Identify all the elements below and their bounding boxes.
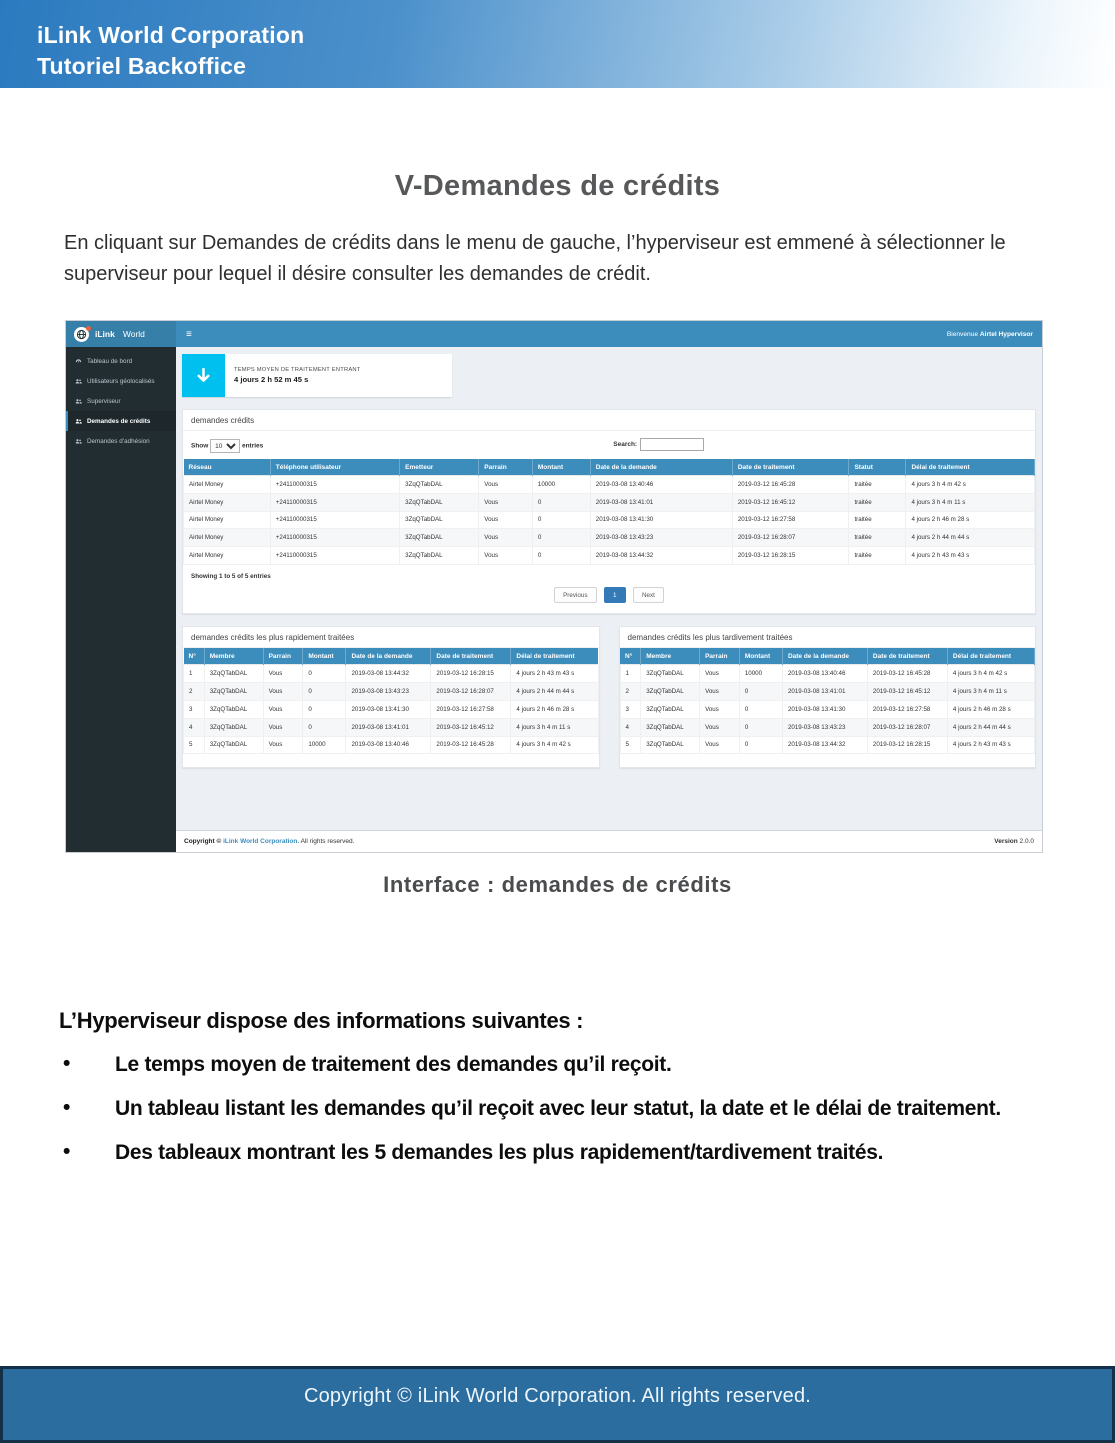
rights-text: All rights reserved. [299,838,355,845]
users-icon [75,418,82,425]
document-header-line2: Tutoriel Backoffice [37,53,247,79]
table-cell: 2019-03-12 16:45:12 [867,683,947,701]
fastest-processed-table [183,648,599,754]
table-cell: 5 [620,736,641,754]
sidebar-item-label: Demandes d’adhésion [87,437,150,445]
table-cell: Vous [700,665,740,683]
table-cell: 2019-03-08 13:43:23 [590,529,732,547]
column-header: Montant [303,648,346,665]
table-cell: traitée [849,493,906,511]
table-controls [183,431,1035,459]
column-header[interactable]: Emetteur [400,459,479,476]
bullet-marker: • [63,1096,71,1119]
logo-dot-icon [86,326,91,331]
table-cell: Vous [479,511,533,529]
table-cell: Vous [479,493,533,511]
table-cell: 4 jours 2 h 43 m 43 s [947,736,1034,754]
copyright-prefix: Copyright © [184,838,224,845]
bullet-text: Des tableaux montrant les 5 demandes les plus rapidement/tardivement traités. [115,1141,884,1164]
showing-entries-text: Showing 1 to 5 of 5 entries [191,572,271,580]
sidebar-item-label: Utilisateurs géolocalisés [87,377,155,385]
table-cell: 2019-03-08 13:40:46 [346,736,431,754]
column-header: Montant [739,648,782,665]
slowest-processed-panel [619,626,1037,768]
entries-select[interactable] [210,439,240,453]
table-cell: 4 jours 2 h 44 m 44 s [906,529,1035,547]
table-cell: 2019-03-08 13:41:01 [782,683,867,701]
sidebar-item-superviseur[interactable] [66,391,176,411]
table-cell: 0 [532,529,590,547]
table-cell: 2019-03-08 13:41:01 [346,718,431,736]
table-cell: 3 [184,700,205,718]
column-header: Date de la demande [782,648,867,665]
table-row [620,683,1035,701]
table-cell: 2019-03-08 13:44:32 [782,736,867,754]
table-cell: 3ZqQTabDAL [641,683,700,701]
welcome-prefix: Bienvenue [946,330,980,338]
table-footer [183,565,1035,614]
bullet-item [59,1051,1069,1079]
table-cell: 3ZqQTabDAL [204,665,263,683]
table-cell: 2019-03-08 13:40:46 [782,665,867,683]
table-cell: 3ZqQTabDAL [641,700,700,718]
column-header: Parrain [700,648,740,665]
stat-label: TEMPS MOYEN DE TRAITEMENT ENTRANT [234,366,361,373]
fastest-processed-panel [182,626,600,768]
table-row [184,718,599,736]
table-row [184,511,1035,529]
backoffice-screenshot [65,320,1043,853]
table-cell: 2019-03-12 16:45:28 [431,736,511,754]
table-row [184,547,1035,565]
table-cell: 2019-03-08 13:43:23 [782,718,867,736]
table-cell: 3ZqQTabDAL [400,511,479,529]
table-cell: Vous [263,665,303,683]
table-cell: traitée [849,529,906,547]
table-cell: 2019-03-08 13:41:30 [346,700,431,718]
table-cell: Vous [700,683,740,701]
table-cell: Vous [479,529,533,547]
table-cell: 2019-03-12 16:28:15 [431,665,511,683]
sidebar-item-label: Superviseur [87,397,121,405]
slowest-panel-title: demandes crédits les plus tardivement traitées [620,627,1036,648]
document-header [0,0,1115,88]
table-cell: 0 [303,683,346,701]
table-cell: 2019-03-12 16:45:12 [431,718,511,736]
slowest-processed-table [620,648,1036,754]
bullet-text: Un tableau listant les demandes qu’il reçoit avec leur statut, la date et le délai de traitement. [115,1097,1001,1120]
hamburger-icon[interactable]: ≡ [186,328,192,340]
column-header: Délai de traitement [511,648,598,665]
credits-table-header-row [184,459,1035,476]
table-row [620,700,1035,718]
table-cell: 0 [532,547,590,565]
welcome-text [947,331,1042,338]
table-cell: Vous [479,476,533,494]
sidebar [66,347,176,852]
column-header: Délai de traitement [947,648,1034,665]
table-cell: 3ZqQTabDAL [204,683,263,701]
table-cell: 2019-03-12 16:27:58 [732,511,849,529]
table-cell: 2019-03-08 13:44:32 [346,665,431,683]
sidebar-item-label: Demandes de crédits [87,417,151,425]
column-header: N° [620,648,641,665]
table-row [184,476,1035,494]
table-cell: 4 jours 3 h 4 m 42 s [511,736,598,754]
credits-table [183,459,1035,565]
credits-panel-title: demandes crédits [183,410,1035,431]
table-cell: +24110000315 [270,529,399,547]
table-cell: 2019-03-12 16:45:28 [732,476,849,494]
app-footer-version [994,838,1034,845]
search-control [613,438,704,451]
page-title: V-Demandes de crédits [394,170,721,202]
table-cell: Vous [479,547,533,565]
table-cell: 2 [184,683,205,701]
table-cell: 4 jours 2 h 43 m 43 s [906,547,1035,565]
table-cell: Vous [700,718,740,736]
credits-panel [182,409,1036,614]
table-cell: 3ZqQTabDAL [400,493,479,511]
version-label: Version [994,838,1018,845]
table-cell: 0 [532,511,590,529]
page-1-button[interactable]: 1 [604,587,626,603]
table-cell: 4 [184,718,205,736]
table-cell: 0 [739,718,782,736]
bullet-marker: • [63,1140,71,1163]
table-cell: 4 jours 3 h 4 m 42 s [947,665,1034,683]
app-body [66,347,1042,852]
table-cell: 0 [303,718,346,736]
table-cell: 3 [620,700,641,718]
table-cell: +24110000315 [270,493,399,511]
slowest-table-header-row [620,648,1035,665]
column-header[interactable]: Réseau [184,459,271,476]
bullet-item [59,1139,1069,1167]
table-cell: Airtel Money [184,547,271,565]
table-cell: Vous [263,718,303,736]
table-cell: 5 [184,736,205,754]
intro-paragraph: En cliquant sur Demandes de crédits dans le menu de gauche, l’hyperviseur est emmené à sélectionner le superviseur pour lequel il désire consulter les demandes de crédit. [64,232,1006,285]
brand-name-bold: iLink [95,329,115,339]
table-cell: 3ZqQTabDAL [400,529,479,547]
table-cell: 4 jours 2 h 46 m 28 s [947,700,1034,718]
table-cell: traitée [849,547,906,565]
next-page-button[interactable]: Next [633,587,664,603]
fastest-table-header-row [184,648,599,665]
table-row [184,665,599,683]
bullet-text: Le temps moyen de traitement des demandes qu’il reçoit. [115,1053,672,1076]
users-icon [75,438,82,445]
show-label: Show [191,442,209,450]
table-cell: 4 jours 3 h 4 m 11 s [947,683,1034,701]
dashboard-icon [75,358,82,365]
sidebar-item-label: Tableau de bord [87,357,133,365]
table-row [184,529,1035,547]
column-header: Date de traitement [431,648,511,665]
down-arrow-icon [182,354,225,397]
table-cell: 2019-03-12 16:27:58 [431,700,511,718]
table-cell: 10000 [739,665,782,683]
table-cell: 3ZqQTabDAL [400,476,479,494]
welcome-username: Airtel Hypervisor [979,330,1033,338]
table-cell: 2019-03-08 13:41:30 [590,511,732,529]
document-footer: Copyright © iLink World Corporation. All rights reserved. [0,1366,1115,1443]
table-cell: 1 [620,665,641,683]
version-value: 2.0.0 [1019,838,1034,845]
table-cell: traitée [849,476,906,494]
avg-processing-time-card [182,354,452,397]
table-cell: Airtel Money [184,493,271,511]
table-cell: 2019-03-12 16:28:15 [732,547,849,565]
table-cell: Vous [263,736,303,754]
table-cell: 3ZqQTabDAL [204,736,263,754]
entries-label: entries [241,442,264,450]
table-cell: Airtel Money [184,511,271,529]
users-icon [75,378,82,385]
column-header[interactable]: Date de la demande [590,459,732,476]
table-cell: 0 [532,493,590,511]
document-header-line1: iLink World Corporation [37,22,305,48]
table-cell: 2019-03-12 16:28:07 [431,683,511,701]
table-cell: 3ZqQTabDAL [641,718,700,736]
bullet-marker: • [63,1052,71,1075]
table-cell: 2019-03-08 13:40:46 [590,476,732,494]
bullet-item [59,1095,1069,1123]
table-cell: 10000 [532,476,590,494]
table-cell: 10000 [303,736,346,754]
table-cell: 3ZqQTabDAL [641,736,700,754]
column-header[interactable]: Parrain [479,459,533,476]
info-bullet-list [59,1051,1069,1167]
column-header: Parrain [263,648,303,665]
table-cell: 4 jours 3 h 4 m 42 s [906,476,1035,494]
table-cell: 3ZqQTabDAL [204,700,263,718]
table-cell: 4 jours 2 h 43 m 43 s [511,665,598,683]
column-header[interactable]: Date de traitement [732,459,849,476]
sidebar-item-utilisateurs-geolocalises[interactable] [66,371,176,391]
table-cell: 4 jours 2 h 44 m 44 s [511,683,598,701]
table-cell: 3ZqQTabDAL [400,547,479,565]
column-header[interactable]: Téléphone utilisateur [270,459,399,476]
table-cell: 3ZqQTabDAL [204,718,263,736]
search-label: Search: [613,441,638,448]
column-header: Membre [204,648,263,665]
footer-company-link[interactable]: iLink World Corporation. [223,838,300,845]
show-entries-control [191,439,263,453]
table-cell: 4 jours 2 h 44 m 44 s [947,718,1034,736]
app-logo[interactable] [66,321,176,347]
table-cell: 2019-03-12 16:27:58 [867,700,947,718]
table-cell: 2019-03-12 16:28:07 [732,529,849,547]
table-cell: 0 [739,683,782,701]
table-cell: +24110000315 [270,476,399,494]
table-cell: 2 [620,683,641,701]
table-cell: 4 jours 3 h 4 m 11 s [906,493,1035,511]
table-cell: 0 [303,665,346,683]
table-cell: 2019-03-08 13:43:23 [346,683,431,701]
table-cell: 0 [739,736,782,754]
table-cell: 4 [620,718,641,736]
column-header[interactable]: Délai de traitement [906,459,1035,476]
brand-name-regular: World [122,329,145,339]
table-cell: +24110000315 [270,547,399,565]
info-heading: L’Hyperviseur dispose des informations suivantes : [59,1008,584,1033]
table-row [620,665,1035,683]
table-row [184,683,599,701]
app-navbar [66,321,1042,347]
table-cell: traitée [849,511,906,529]
app-content [176,347,1042,852]
table-row [620,718,1035,736]
table-cell: Vous [700,736,740,754]
table-cell: 2019-03-08 13:41:30 [782,700,867,718]
table-cell: 2019-03-12 16:45:28 [867,665,947,683]
users-icon [75,398,82,405]
stat-value: 4 jours 2 h 52 m 45 s [234,375,309,385]
table-cell: Vous [700,700,740,718]
table-cell: 1 [184,665,205,683]
globe-icon [74,327,89,342]
table-cell: Vous [263,683,303,701]
table-cell: Vous [263,700,303,718]
column-header: Date de la demande [346,648,431,665]
app-footer-copyright [184,838,354,845]
column-header: Membre [641,648,700,665]
table-cell: 2019-03-12 16:45:12 [732,493,849,511]
table-row [620,736,1035,754]
table-cell: +24110000315 [270,511,399,529]
search-input[interactable] [640,438,704,451]
table-cell: Airtel Money [184,529,271,547]
table-cell: 3ZqQTabDAL [641,665,700,683]
fastest-panel-title: demandes crédits les plus rapidement traitées [183,627,599,648]
previous-page-button[interactable]: Previous [554,587,597,603]
table-cell: 4 jours 2 h 46 m 28 s [906,511,1035,529]
table-cell: 0 [739,700,782,718]
sidebar-item-demandes-de-credits[interactable] [66,411,176,431]
table-cell: 2019-03-12 16:28:07 [867,718,947,736]
column-header: Date de traitement [867,648,947,665]
top5-panels-row [182,626,1036,768]
table-cell: 2019-03-08 13:41:01 [590,493,732,511]
table-cell: Airtel Money [184,476,271,494]
table-cell: 2019-03-08 13:44:32 [590,547,732,565]
sidebar-item-demandes-dadhesion[interactable] [66,431,176,451]
pagination [191,584,1027,604]
table-cell: 4 jours 2 h 46 m 28 s [511,700,598,718]
column-header: N° [184,648,205,665]
table-row [184,736,599,754]
app-footer [176,830,1042,852]
column-header[interactable]: Montant [532,459,590,476]
table-row [184,493,1035,511]
info-section [59,1008,1069,1183]
column-header[interactable]: Statut [849,459,906,476]
sidebar-item-tableau-de-bord[interactable] [66,351,176,371]
table-row [184,700,599,718]
figure-caption: Interface : demandes de crédits [383,872,732,897]
table-cell: 0 [303,700,346,718]
table-cell: 2019-03-12 16:28:15 [867,736,947,754]
table-cell: 4 jours 3 h 4 m 11 s [511,718,598,736]
